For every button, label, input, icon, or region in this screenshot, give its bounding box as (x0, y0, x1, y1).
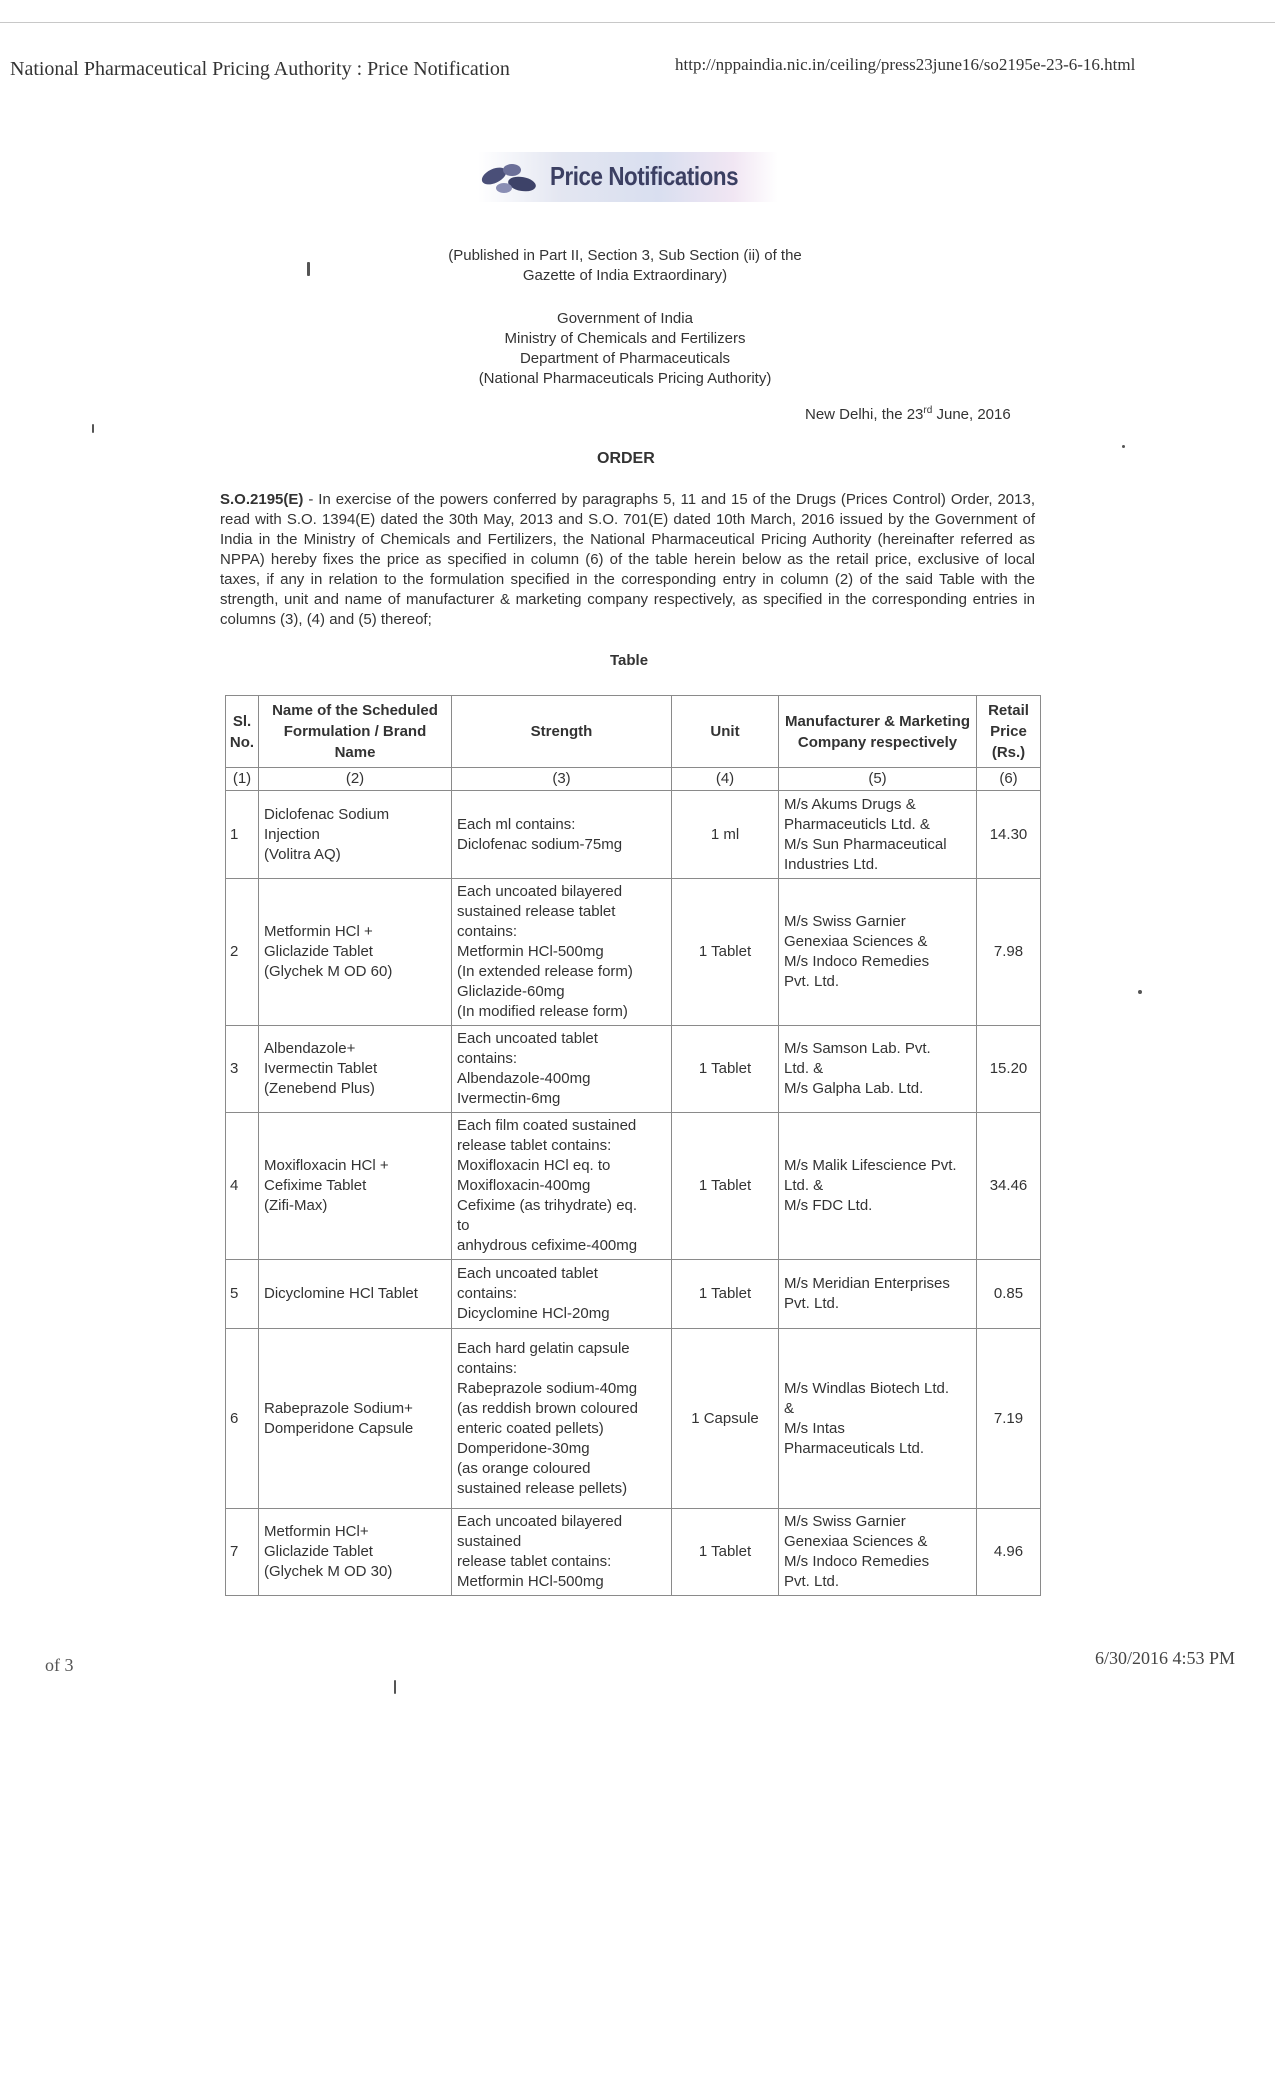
cell-manufacturer (779, 1113, 977, 1260)
so-number: S.O.2195(E) (220, 491, 304, 508)
gazette-line-1: (Published in Part II, Section 3, Sub Section (ii) of the (448, 247, 802, 264)
cell-strength-line: enteric coated pellets) (457, 1419, 604, 1437)
cell-strength-line: Each uncoated tablet (457, 1030, 598, 1047)
cell-strength-line: sustained release tablet (457, 903, 616, 920)
dateline (805, 405, 1011, 423)
scan-edge-line (0, 22, 1275, 23)
cell-strength-line: Moxifloxacin HCl eq. to (457, 1157, 611, 1174)
cell-sl-no: 2 (226, 879, 259, 1026)
cell-formulation-name (259, 879, 452, 1026)
page-indicator: of 3 (45, 1655, 74, 1675)
cell-manufacturer-line: Ltd. & (784, 1177, 824, 1194)
cell-formulation-name-line: Gliclazide Tablet (264, 943, 373, 960)
cell-strength (452, 1509, 672, 1596)
cell-formulation-name-line: (Glychek M OD 30) (264, 1563, 393, 1580)
cell-formulation-name (259, 791, 452, 879)
header-retail-price: Retail Price (Rs.) (977, 696, 1041, 768)
cell-sl-no: 6 (226, 1329, 259, 1509)
cell-unit: 1 Tablet (672, 879, 779, 1026)
browser-page-url[interactable]: http://nppaindia.nic.in/ceiling/press23june16/so2195e-23-6-16.html (675, 55, 1136, 74)
scan-speck (1138, 990, 1142, 994)
cell-strength (452, 879, 672, 1026)
scan-speck (394, 1680, 396, 1694)
cell-manufacturer-line: M/s Sun Pharmaceutical (784, 835, 947, 853)
cell-manufacturer-line: M/s Malik Lifescience Pvt. (784, 1157, 957, 1174)
cell-formulation-name-line: Rabeprazole Sodium+ (264, 1399, 413, 1417)
cell-manufacturer (779, 1260, 977, 1329)
cell-retail-price: 34.46 (977, 1113, 1041, 1260)
cell-formulation-name-line: Cefixime Tablet (264, 1177, 367, 1194)
cell-strength-line: sustained release pellets) (457, 1479, 628, 1497)
cell-unit: 1 Tablet (672, 1260, 779, 1329)
cell-formulation-name (259, 1260, 452, 1329)
cell-strength-line: Rabeprazole sodium-40mg (457, 1379, 638, 1397)
cell-strength-line: release tablet contains: (457, 1137, 612, 1154)
cell-formulation-name-line: Dicyclomine HCl Tablet (264, 1285, 418, 1302)
cell-manufacturer-line: Pvt. Ltd. (784, 1295, 840, 1312)
cell-manufacturer-line: M/s FDC Ltd. (784, 1197, 873, 1214)
cell-strength-line: (In extended release form) (457, 963, 633, 980)
cell-formulation-name-line: Moxifloxacin HCl + (264, 1157, 389, 1174)
column-number: (1) (226, 768, 259, 791)
cell-manufacturer-line: M/s Samson Lab. Pvt. (784, 1040, 931, 1057)
cell-formulation-name-line: (Zifi-Max) (264, 1197, 328, 1214)
cell-strength-line: contains: (457, 1050, 518, 1067)
table-row (226, 1509, 1041, 1596)
cell-retail-price: 14.30 (977, 791, 1041, 879)
cell-unit: 1 Tablet (672, 1509, 779, 1596)
cell-unit: 1 Tablet (672, 1026, 779, 1113)
cell-manufacturer-line: Industries Ltd. (784, 855, 879, 873)
issuer-government: Government of India (557, 310, 693, 327)
dateline-ordinal: rd (923, 405, 933, 416)
cell-manufacturer-line: & (784, 1399, 795, 1417)
cell-strength (452, 1329, 672, 1509)
cell-manufacturer-line: Pvt. Ltd. (784, 1573, 840, 1590)
column-number: (4) (672, 768, 779, 791)
cell-strength (452, 1113, 672, 1260)
gazette-note (380, 246, 870, 286)
print-timestamp: 6/30/2016 4:53 PM (1095, 1648, 1236, 1668)
issuer-authority: (National Pharmaceuticals Pricing Authority) (478, 370, 772, 387)
scan-speck (307, 262, 310, 276)
order-heading: ORDER (597, 450, 655, 467)
cell-formulation-name-line: Ivermectin Tablet (264, 1060, 378, 1077)
cell-strength-line: Ivermectin-6mg (457, 1090, 561, 1107)
cell-strength-line: to (457, 1217, 470, 1234)
cell-sl-no: 7 (226, 1509, 259, 1596)
issuer-department: Department of Pharmaceuticals (519, 350, 731, 367)
price-table (225, 695, 1041, 1596)
cell-formulation-name-line: Metformin HCl+ (264, 1523, 369, 1540)
cell-manufacturer-line: M/s Swiss Garnier (784, 913, 906, 930)
cell-formulation-name-line: Diclofenac Sodium (264, 805, 390, 823)
cell-unit: 1 Capsule (672, 1329, 779, 1509)
column-number: (2) (259, 768, 452, 791)
cell-strength-line: Metformin HCl-500mg (457, 943, 604, 960)
cell-manufacturer-line: M/s Indoco Remedies (784, 1553, 930, 1570)
gazette-line-2: Gazette of India Extraordinary) (522, 267, 728, 284)
cell-formulation-name-line: Metformin HCl + (264, 923, 373, 940)
issuer-ministry: Ministry of Chemicals and Fertilizers (504, 330, 746, 347)
table-row (226, 879, 1041, 1026)
cell-strength-line: (as orange coloured (457, 1459, 591, 1477)
cell-manufacturer-line: M/s Galpha Lab. Ltd. (784, 1080, 924, 1097)
cell-strength-line: Domperidone-30mg (457, 1439, 590, 1457)
order-paragraph (220, 490, 1035, 630)
cell-manufacturer (779, 1329, 977, 1509)
cell-retail-price: 7.98 (977, 879, 1041, 1026)
cell-formulation-name-line: (Glychek M OD 60) (264, 963, 393, 980)
header-unit: Unit (672, 696, 779, 768)
issuer-block (380, 309, 870, 389)
cell-manufacturer (779, 1509, 977, 1596)
cell-retail-price: 0.85 (977, 1260, 1041, 1329)
cell-strength-line: Albendazole-400mg (457, 1070, 591, 1087)
cell-strength-line: Each hard gelatin capsule (457, 1339, 630, 1357)
cell-strength-line: anhydrous cefixime-400mg (457, 1237, 638, 1254)
cell-strength-line: (as reddish brown coloured (457, 1399, 638, 1417)
cell-formulation-name-line: Gliclazide Tablet (264, 1543, 373, 1560)
table-row (226, 791, 1041, 879)
cell-strength-line: contains: (457, 1359, 518, 1377)
cell-formulation-name-line: (Volitra AQ) (264, 845, 341, 863)
column-number: (3) (452, 768, 672, 791)
header-strength: Strength (452, 696, 672, 768)
dateline-suffix: June, 2016 (932, 406, 1011, 423)
cell-strength-line: Diclofenac sodium-75mg (457, 835, 623, 853)
cell-strength-line: Metformin HCl-500mg (457, 1573, 604, 1590)
cell-strength-line: Cefixime (as trihydrate) eq. (457, 1197, 638, 1214)
cell-formulation-name-line: (Zenebend Plus) (264, 1080, 375, 1097)
cell-manufacturer-line: M/s Akums Drugs & (784, 795, 916, 813)
table-row (226, 1026, 1041, 1113)
cell-unit: 1 Tablet (672, 1113, 779, 1260)
cell-manufacturer-line: M/s Indoco Remedies (784, 953, 930, 970)
scan-speck (92, 424, 94, 433)
cell-strength-line: contains: (457, 1285, 518, 1302)
cell-strength (452, 1260, 672, 1329)
cell-strength-line: Dicyclomine HCl-20mg (457, 1305, 610, 1322)
price-notifications-banner (478, 152, 778, 202)
table-body (226, 791, 1041, 1596)
cell-sl-no: 4 (226, 1113, 259, 1260)
header-manufacturer: Manufacturer & Marketing Company respectively (779, 696, 977, 768)
cell-strength-line: release tablet contains: (457, 1553, 612, 1570)
cell-formulation-name (259, 1026, 452, 1113)
cell-strength-line: sustained (457, 1533, 522, 1550)
cell-formulation-name-line: Albendazole+ (264, 1040, 356, 1057)
cell-manufacturer-line: M/s Meridian Enterprises (784, 1275, 950, 1292)
cell-sl-no: 1 (226, 791, 259, 879)
cell-retail-price: 15.20 (977, 1026, 1041, 1113)
column-number: (6) (977, 768, 1041, 791)
cell-sl-no: 5 (226, 1260, 259, 1329)
cell-manufacturer-line: Pvt. Ltd. (784, 973, 840, 990)
cell-formulation-name (259, 1509, 452, 1596)
table-row (226, 1329, 1041, 1509)
cell-sl-no: 3 (226, 1026, 259, 1113)
dateline-prefix: New Delhi, the 23 (805, 406, 924, 423)
cell-strength-line: Moxifloxacin-400mg (457, 1177, 591, 1194)
column-number-row (226, 768, 1041, 791)
cell-strength-line: (In modified release form) (457, 1003, 628, 1020)
cell-manufacturer-line: M/s Swiss Garnier (784, 1513, 906, 1530)
cell-formulation-name-line: Injection (264, 825, 320, 843)
column-number: (5) (779, 768, 977, 791)
cell-strength-line: Each uncoated bilayered (457, 883, 623, 900)
cell-strength-line: Gliclazide-60mg (457, 983, 565, 1000)
cell-manufacturer-line: M/s Intas (784, 1419, 845, 1437)
cell-strength-line: Each uncoated tablet (457, 1265, 598, 1282)
cell-strength-line: Each uncoated bilayered (457, 1513, 623, 1530)
cell-formulation-name (259, 1113, 452, 1260)
pills-icon (478, 156, 548, 200)
cell-strength-line: Each ml contains: (457, 815, 576, 833)
banner-title: Price Notifications (550, 161, 739, 191)
cell-strength-line: Each film coated sustained (457, 1117, 637, 1134)
cell-manufacturer-line: Genexiaa Sciences & (784, 1533, 928, 1550)
cell-manufacturer-line: Ltd. & (784, 1060, 824, 1077)
browser-page-title: National Pharmaceutical Pricing Authority : Price Notification (10, 58, 510, 80)
cell-formulation-name (259, 1329, 452, 1509)
cell-strength (452, 1026, 672, 1113)
table-caption: Table (610, 652, 649, 669)
header-formulation-name: Name of the Scheduled Formulation / Brand Name (259, 696, 452, 768)
cell-manufacturer-line: Pharmaceuticals Ltd. (784, 1439, 925, 1457)
cell-manufacturer-line: Genexiaa Sciences & (784, 933, 928, 950)
cell-strength-line: contains: (457, 923, 518, 940)
cell-formulation-name-line: Domperidone Capsule (264, 1419, 414, 1437)
cell-manufacturer (779, 879, 977, 1026)
scan-speck (1122, 445, 1125, 448)
cell-unit: 1 ml (672, 791, 779, 879)
cell-manufacturer-line: Pharmaceuticls Ltd. & (784, 815, 930, 833)
order-body: - In exercise of the powers conferred by paragraphs 5, 11 and 15 of the Drugs (Prices Control) Order, 2013, read with S.O. 1394(E) dated the 30th May, 2013 and S.O. 701(E) dated 10th March, 2016 issued by the Government of India in the Ministry of Chemicals and Fertilizers, the National Pharmaceutical Pricing Authority (hereinafter referred as NPPA) hereby fixes the price as specified in column (6) of the table herein below as the retail price, exclusive of local taxes, if any in relation to the formulation specified in the corresponding entry in column (2) of the said Table with the strength, unit and name of manufacturer & marketing company respectively, as specified in the corresponding entries in columns (3), (4) and (5) thereof; (220, 491, 1035, 628)
table-header-row (226, 696, 1041, 768)
cell-manufacturer-line: M/s Windlas Biotech Ltd. (784, 1379, 950, 1397)
cell-manufacturer (779, 791, 977, 879)
table-row (226, 1113, 1041, 1260)
cell-strength (452, 791, 672, 879)
cell-manufacturer (779, 1026, 977, 1113)
header-sl-no: Sl. No. (226, 696, 259, 768)
cell-retail-price: 7.19 (977, 1329, 1041, 1509)
cell-retail-price: 4.96 (977, 1509, 1041, 1596)
table-row (226, 1260, 1041, 1329)
